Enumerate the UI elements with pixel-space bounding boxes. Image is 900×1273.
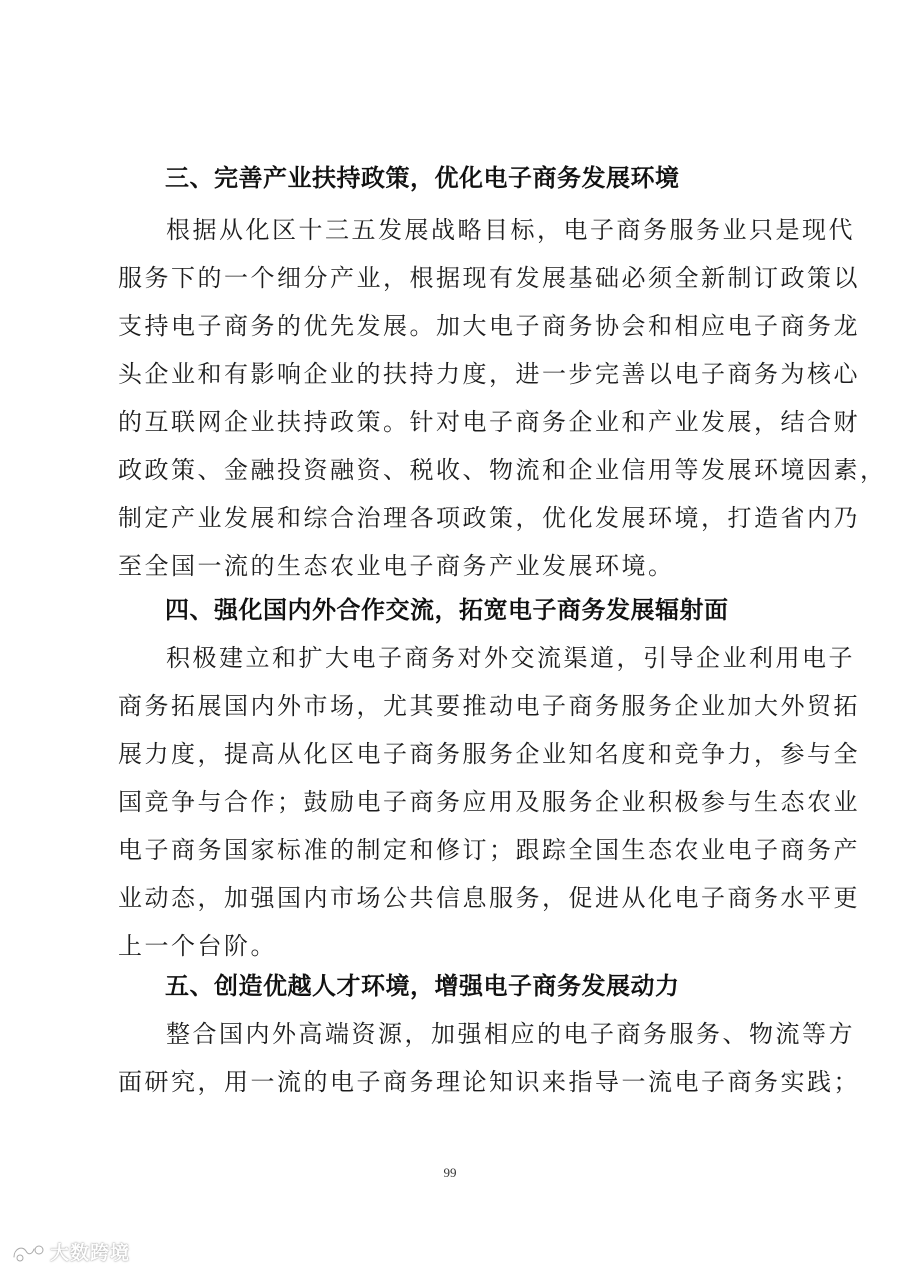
paragraph-line: 政政策、金融投资融资、税收、物流和企业信用等发展环境因素， — [118, 456, 887, 484]
watermark-text: 大数跨境 — [50, 1242, 131, 1264]
paragraph-line: 制定产业发展和综合治理各项政策，优化发展环境，打造省内乃 — [118, 504, 860, 532]
paragraph-line: 整合国内外高端资源，加强相应的电子商务服务、物流等方 — [166, 1020, 855, 1048]
paragraph-line: 根据从化区十三五发展战略目标，电子商务服务业只是现代 — [166, 216, 855, 244]
paragraph-line: 积极建立和扩大电子商务对外交流渠道，引导企业利用电子 — [166, 644, 855, 672]
section-heading-3: 三、完善产业扶持政策，优化电子商务发展环境 — [165, 164, 680, 192]
paragraph-line: 上一个台阶。 — [118, 932, 277, 960]
paragraph-line: 服务下的一个细分产业，根据现有发展基础必须全新制订政策以 — [118, 264, 860, 292]
section-heading-5: 五、创造优越人才环境，增强电子商务发展动力 — [165, 972, 680, 1000]
paragraph-line: 电子商务国家标准的制定和修订；跟踪全国生态农业电子商务产 — [118, 836, 860, 864]
page-number: 99 — [443, 1165, 457, 1180]
paragraph-line: 面研究，用一流的电子商务理论知识来指导一流电子商务实践； — [118, 1068, 860, 1096]
brand-logo-icon — [10, 1241, 46, 1263]
paragraph-line: 支持电子商务的优先发展。加大电子商务协会和相应电子商务龙 — [118, 312, 860, 340]
paragraph-line: 展力度，提高从化区电子商务服务企业知名度和竞争力，参与全 — [118, 740, 860, 768]
paragraph-line: 的互联网企业扶持政策。针对电子商务企业和产业发展，结合财 — [118, 408, 860, 436]
paragraph-line: 业动态，加强国内市场公共信息服务，促进从化电子商务水平更 — [118, 884, 860, 912]
watermark — [10, 1238, 130, 1265]
paragraph-line: 国竞争与合作；鼓励电子商务应用及服务企业积极参与生态农业 — [118, 788, 860, 816]
paragraph-line: 至全国一流的生态农业电子商务产业发展环境。 — [118, 552, 675, 580]
section-heading-4: 四、强化国内外合作交流，拓宽电子商务发展辐射面 — [165, 596, 729, 624]
paragraph-line: 商务拓展国内外市场，尤其要推动电子商务服务企业加大外贸拓 — [118, 692, 860, 720]
paragraph-line: 头企业和有影响企业的扶持力度，进一步完善以电子商务为核心 — [118, 360, 860, 388]
